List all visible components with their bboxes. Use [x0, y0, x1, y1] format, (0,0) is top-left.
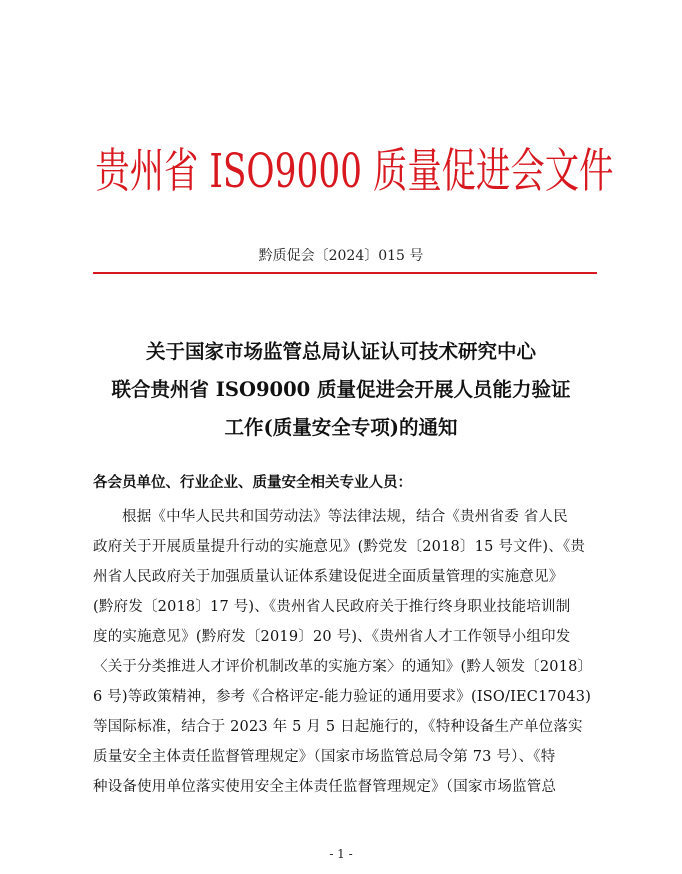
body-line-7: 6 号)等政策精神，参考《合格评定-能力验证的通用要求》(ISO/IEC17043) [93, 689, 592, 705]
body-line-8: 等国际标准，结合于 2023 年 5 月 5 日起施行的，《特种设备生产单位落实 [93, 719, 583, 735]
document-number: 黔质促会〔2024〕015 号 [258, 248, 424, 264]
body-line-9: 质量安全主体责任监督管理规定》（国家市场监管总局令第 73 号）、《特 [93, 749, 556, 765]
notice-title-line-1: 关于国家市场监管总局认证认可技术研究中心 [145, 340, 536, 363]
notice-title-line-3: 工作(质量安全专项)的通知 [224, 416, 458, 439]
body-line-2: 政府关于开展质量提升行动的实施意见》(黔党发〔2018〕15 号文件)、《贵 [93, 539, 586, 555]
body-line-3: 州省人民政府关于加强质量认证体系建设促进全面质量管理的实施意见》 [93, 569, 564, 585]
body-line-5: 度的实施意见》(黔府发〔2019〕20 号)、《贵州省人才工作领导小组印发 [93, 629, 571, 645]
body-line-6: 〈关于分类推进人才评价机制改革的实施方案〉的通知》(黔人领发〔2018〕 [93, 659, 593, 675]
masthead-title: 贵州省 ISO9000 质量促进会文件 [95, 144, 614, 199]
body-line-4: (黔府发〔2018〕17 号)、《贵州省人民政府关于推行终身职业技能培训制 [93, 599, 571, 615]
salutation: 各会员单位、行业企业、质量安全相关专业人员： [93, 474, 412, 491]
page-number: - 1 - [329, 847, 353, 861]
notice-title-line-2: 联合贵州省 ISO9000 质量促进会开展人员能力验证 [111, 378, 571, 401]
body-line-1: 根据《中华人民共和国劳动法》等法律法规，结合《贵州省委 省人民 [122, 509, 568, 525]
body-line-10: 种设备使用单位落实使用安全主体责任监督管理规定》（国家市场监管总 [93, 779, 557, 795]
red-divider-line [93, 272, 597, 274]
